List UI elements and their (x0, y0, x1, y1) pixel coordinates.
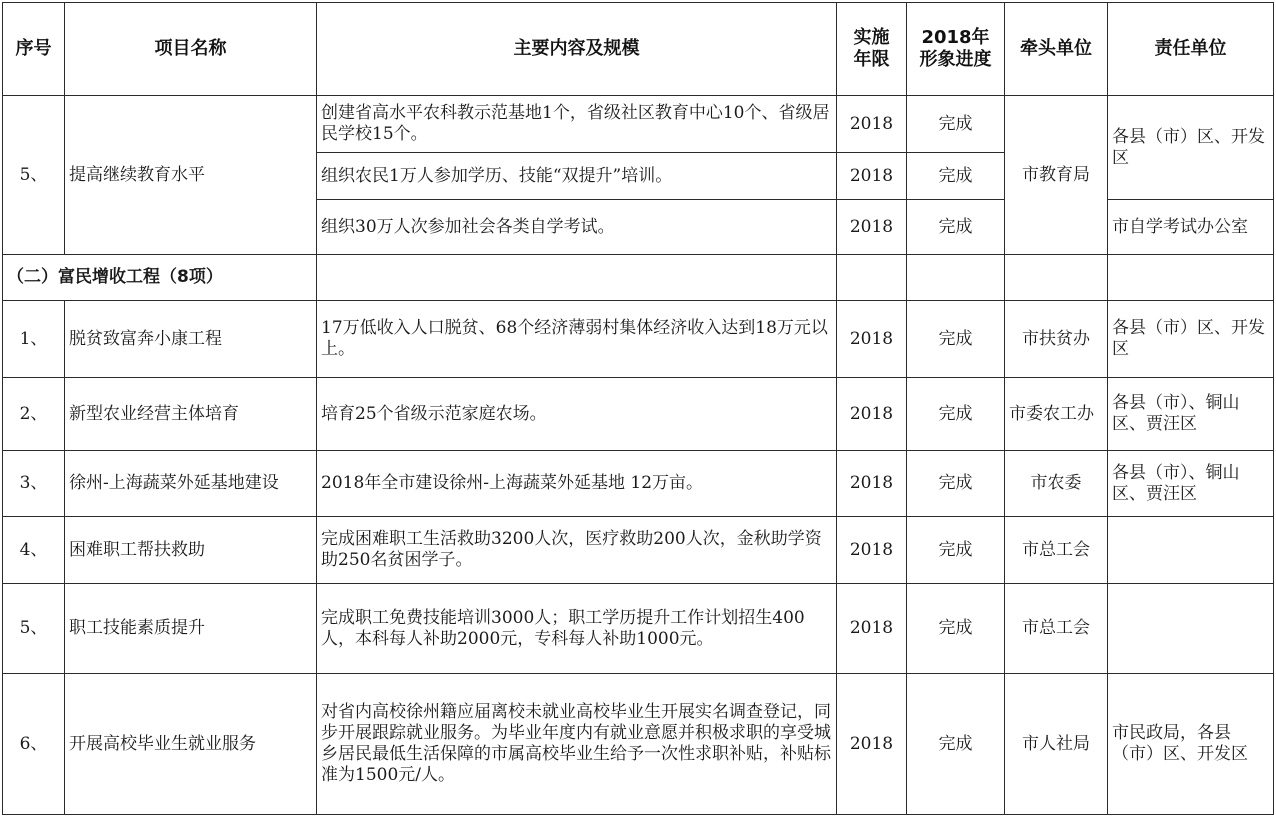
row-resp (1108, 584, 1274, 674)
table-row (3, 378, 1274, 451)
row-period: 2018 (837, 301, 907, 378)
empty-cell (907, 255, 1005, 301)
row-period: 2018 (837, 451, 907, 517)
row-period: 2018 (837, 200, 907, 255)
project-table (2, 2, 1274, 815)
row-name: 新型农业经营主体培育 (65, 378, 317, 451)
row-name: 职工技能素质提升 (65, 584, 317, 674)
section-row (3, 255, 1274, 301)
row-period: 2018 (837, 584, 907, 674)
row-lead: 市总工会 (1005, 584, 1108, 674)
row-lead: 市人社局 (1005, 674, 1108, 815)
row-period: 2018 (837, 96, 907, 153)
row-resp: 市民政局，各县（市）区、开发区 (1108, 674, 1274, 815)
header-period: 实施年限 (837, 3, 907, 96)
row-progress: 完成 (907, 674, 1005, 815)
row-progress: 完成 (907, 517, 1005, 584)
row-content: 组织30万人次参加社会各类自学考试。 (317, 200, 837, 255)
empty-cell (317, 255, 837, 301)
table-row (3, 451, 1274, 517)
row-content: 培育25个省级示范家庭农场。 (317, 378, 837, 451)
row-period: 2018 (837, 674, 907, 815)
row-content: 对省内高校徐州籍应届离校未就业高校毕业生开展实名调查登记，同步开展跟踪就业服务。为毕业年度内有就业意愿并积极求职的享受城乡居民最低生活保障的市属高校毕业生给予一次性求职补贴，补贴标准为1500元/人。 (317, 674, 837, 815)
row-resp: 市自学考试办公室 (1108, 200, 1274, 255)
table-row (3, 584, 1274, 674)
row-seq: 1、 (3, 301, 65, 378)
row-resp: 各县（市）、铜山区、贾汪区 (1108, 451, 1274, 517)
section-title: （二）富民增收工程（8项） (3, 255, 317, 301)
table-row (3, 517, 1274, 584)
row-content: 组织农民1万人参加学历、技能“双提升”培训。 (317, 153, 837, 200)
empty-cell (1108, 255, 1274, 301)
row-name: 困难职工帮扶救助 (65, 517, 317, 584)
row-resp: 各县（市）区、开发区 (1108, 301, 1274, 378)
row-resp: 各县（市）区、开发区 (1108, 96, 1274, 200)
header-lead: 牵头单位 (1005, 3, 1108, 96)
row-period: 2018 (837, 378, 907, 451)
row-content: 2018年全市建设徐州-上海蔬菜外延基地 12万亩。 (317, 451, 837, 517)
row-name: 脱贫致富奔小康工程 (65, 301, 317, 378)
row-lead: 市委农工办 (1005, 378, 1108, 451)
row-progress: 完成 (907, 451, 1005, 517)
row-seq: 5、 (3, 96, 65, 255)
row-content: 创建省高水平农科教示范基地1个，省级社区教育中心10个、省级居民学校15个。 (317, 96, 837, 153)
row-progress: 完成 (907, 301, 1005, 378)
row-seq: 3、 (3, 451, 65, 517)
row-content: 17万低收入人口脱贫、68个经济薄弱村集体经济收入达到18万元以上。 (317, 301, 837, 378)
row-name: 提高继续教育水平 (65, 96, 317, 255)
table-row (3, 301, 1274, 378)
empty-cell (1005, 255, 1108, 301)
row-period: 2018 (837, 153, 907, 200)
row-resp: 各县（市）、铜山区、贾汪区 (1108, 378, 1274, 451)
row-lead: 市总工会 (1005, 517, 1108, 584)
header-seq: 序号 (3, 3, 65, 96)
header-progress: 2018年形象进度 (907, 3, 1005, 96)
row-progress: 完成 (907, 200, 1005, 255)
row-lead: 市农委 (1005, 451, 1108, 517)
row-seq: 4、 (3, 517, 65, 584)
row-seq: 5、 (3, 584, 65, 674)
row-progress: 完成 (907, 378, 1005, 451)
row-lead: 市扶贫办 (1005, 301, 1108, 378)
row-content: 完成困难职工生活救助3200人次，医疗救助200人次，金秋助学资助250名贫困学子。 (317, 517, 837, 584)
header-name: 项目名称 (65, 3, 317, 96)
row-progress: 完成 (907, 153, 1005, 200)
row-resp (1108, 517, 1274, 584)
row-lead: 市教育局 (1005, 96, 1108, 255)
empty-cell (837, 255, 907, 301)
table-row (3, 674, 1274, 815)
table-row (3, 96, 1274, 153)
header-resp: 责任单位 (1108, 3, 1274, 96)
row-seq: 2、 (3, 378, 65, 451)
row-name: 徐州-上海蔬菜外延基地建设 (65, 451, 317, 517)
row-seq: 6、 (3, 674, 65, 815)
row-period: 2018 (837, 517, 907, 584)
row-content: 完成职工免费技能培训3000人；职工学历提升工作计划招生400人，本科每人补助2000元，专科每人补助1000元。 (317, 584, 837, 674)
header-row (3, 3, 1274, 96)
header-content: 主要内容及规模 (317, 3, 837, 96)
row-progress: 完成 (907, 584, 1005, 674)
row-progress: 完成 (907, 96, 1005, 153)
row-name: 开展高校毕业生就业服务 (65, 674, 317, 815)
